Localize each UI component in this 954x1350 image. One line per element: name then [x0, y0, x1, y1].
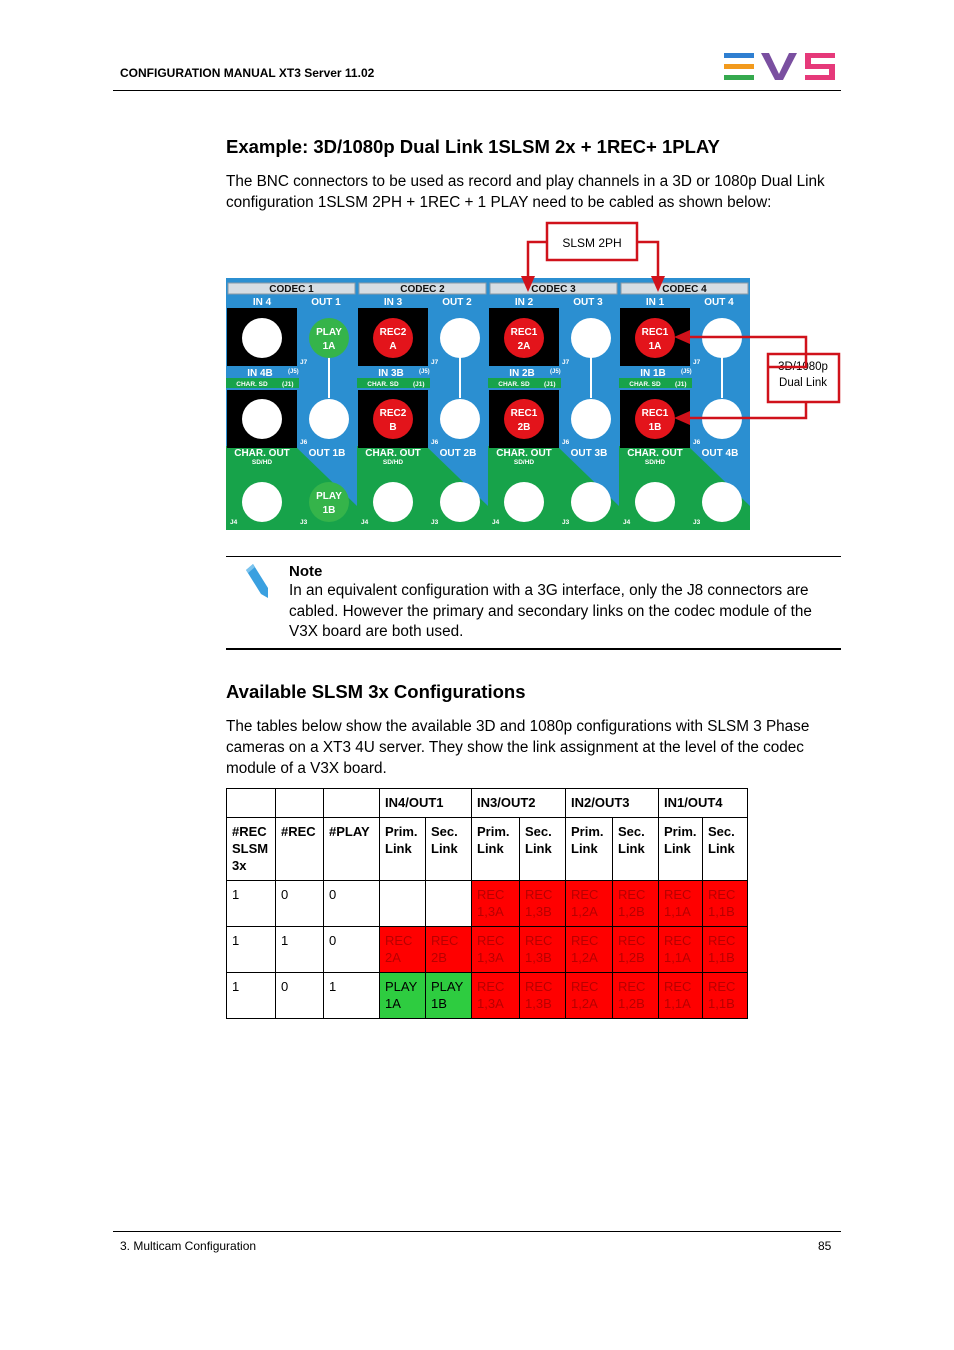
connector-label: REC1	[641, 327, 669, 338]
rec-connector	[635, 399, 675, 439]
bnc-connector	[571, 318, 611, 358]
sdhd-label: SD/HD	[513, 459, 535, 466]
table-cell-link: REC 1,2B	[613, 927, 659, 973]
sdhd-label: SD/HD	[644, 459, 666, 466]
note-top-rule	[226, 556, 841, 557]
input-label: IN 2	[514, 297, 534, 308]
rec-connector	[635, 318, 675, 358]
connector-ref: (J1)	[282, 381, 294, 388]
rec-connector	[504, 399, 544, 439]
note-bottom-rule	[226, 648, 841, 650]
connector-ref: J4	[623, 519, 631, 526]
output-b-label: OUT 4B	[701, 448, 739, 459]
char-out-label: CHAR. OUT	[365, 448, 421, 459]
connector-ref: J6	[431, 439, 439, 446]
table-cell-rec: 0	[276, 881, 324, 927]
char-sd-label: CHAR. SD	[236, 381, 268, 388]
connector-ref: (J5)	[419, 369, 430, 375]
running-header-title: CONFIGURATION MANUAL XT3 Server 11.02	[120, 66, 375, 80]
header-rule	[113, 90, 841, 91]
callout-arrow-line	[528, 242, 547, 278]
table-column-header-row	[227, 818, 748, 881]
table-cell-rec: 1	[276, 927, 324, 973]
connector-ref: J7	[693, 359, 701, 366]
prim-link-header: Prim. Link	[566, 818, 613, 881]
prim-link-header: Prim. Link	[380, 818, 426, 881]
connector-ref: J4	[230, 519, 238, 526]
prim-link-header: Prim. Link	[472, 818, 520, 881]
char-out-label: CHAR. OUT	[496, 448, 552, 459]
char-sd-label: CHAR. SD	[629, 381, 661, 388]
char-sd-label: CHAR. SD	[498, 381, 530, 388]
table-cell-link: REC 1,3A	[472, 973, 520, 1019]
sdhd-label: SD/HD	[251, 459, 273, 466]
table-cell-link: REC 1,1B	[703, 973, 748, 1019]
evs-logo	[724, 52, 836, 82]
codec-name: CODEC 4	[662, 284, 707, 295]
bnc-connector	[440, 482, 480, 522]
table-cell-rec-slsm: 1	[227, 973, 276, 1019]
example-heading: Example: 3D/1080p Dual Link 1SLSM 2x + 1REC+ 1PLAY	[226, 136, 720, 157]
input-b-label: IN 3B	[378, 368, 404, 379]
table-cell-link: REC 1,1A	[659, 881, 703, 927]
connector-label: PLAY	[316, 327, 342, 338]
bnc-connector	[504, 482, 544, 522]
connector-ref: (J5)	[681, 369, 692, 375]
connector-ref: J3	[431, 519, 439, 526]
table-cell-play: 1	[324, 973, 380, 1019]
table-cell-link: REC 1,3A	[472, 927, 520, 973]
input-b-label: IN 1B	[640, 368, 666, 379]
output-label: OUT 4	[704, 297, 734, 308]
connector-label: 1A	[648, 341, 662, 352]
sdhd-label: SD/HD	[382, 459, 404, 466]
codec-name: CODEC 3	[531, 284, 576, 295]
table-cell-play: 0	[324, 927, 380, 973]
group-header: IN2/OUT3	[566, 789, 659, 818]
char-out-label: CHAR. OUT	[234, 448, 290, 459]
connector-label: REC1	[510, 408, 538, 419]
connector-label: A	[389, 341, 397, 352]
group-header: IN4/OUT1	[380, 789, 472, 818]
group-header: IN3/OUT2	[472, 789, 566, 818]
bnc-connector	[635, 482, 675, 522]
play-connector	[309, 482, 349, 522]
slsm-callout-text: SLSM 2PH	[562, 236, 622, 250]
rec-connector	[373, 399, 413, 439]
table-cell-link	[380, 881, 426, 927]
table-row	[227, 927, 748, 973]
table-group-header-row	[227, 789, 748, 818]
connector-ref: J6	[562, 439, 570, 446]
char-out-label: CHAR. OUT	[627, 448, 683, 459]
sec-link-header: Sec. Link	[613, 818, 659, 881]
bnc-connector	[702, 482, 742, 522]
table-cell-rec-slsm: 1	[227, 927, 276, 973]
table-cell-link: REC 1,2B	[613, 973, 659, 1019]
table-row	[227, 973, 748, 1019]
connector-ref: J7	[431, 359, 439, 366]
table-cell-link: REC 1,1B	[703, 927, 748, 973]
connector-label: 1A	[322, 341, 336, 352]
table-cell-link: REC 1,2B	[613, 881, 659, 927]
connector-ref: J6	[300, 439, 308, 446]
input-label: IN 4	[252, 297, 272, 308]
slsm3x-config-table	[226, 788, 748, 1019]
table-cell-rec: 0	[276, 973, 324, 1019]
table-cell-link: REC 1,2A	[566, 927, 613, 973]
connector-label: REC1	[641, 408, 669, 419]
callout-arrow-line	[637, 242, 658, 278]
bnc-connector	[440, 318, 480, 358]
connector-label: REC2	[379, 408, 407, 419]
output-b-label: OUT 3B	[570, 448, 608, 459]
col-play-header: #PLAY	[324, 818, 380, 881]
col-rec-slsm-header: #REC SLSM 3x	[227, 818, 276, 881]
connector-label: PLAY	[316, 491, 342, 502]
rec-connector	[504, 318, 544, 358]
output-b-label: OUT 1B	[308, 448, 346, 459]
input-b-label: IN 2B	[509, 368, 535, 379]
example-paragraph: The BNC connectors to be used as record and play channels in a 3D or 1080p Dual Link configuration 1SLSM 2PH + 1REC + 1 PLAY need to be cabled as shown below:	[226, 173, 825, 211]
output-b-label: OUT 2B	[439, 448, 477, 459]
connector-ref: J3	[693, 519, 701, 526]
connector-label: 1B	[648, 422, 662, 433]
bnc-connector	[571, 399, 611, 439]
codec-name: CODEC 2	[400, 284, 445, 295]
input-label: IN 1	[645, 297, 665, 308]
dual-link-callout-text: Dual Link	[779, 377, 827, 389]
table-cell-play: 0	[324, 881, 380, 927]
connector-ref: J6	[693, 439, 701, 446]
connector-label: 2A	[517, 341, 531, 352]
connector-ref: J7	[562, 359, 570, 366]
table-cell-link: REC 2A	[380, 927, 426, 973]
codec-cabling-diagram	[226, 220, 842, 532]
table-cell-link: REC 1,1A	[659, 973, 703, 1019]
connector-ref: (J1)	[413, 381, 425, 388]
connector-ref: J4	[492, 519, 500, 526]
sec-link-header: Sec. Link	[520, 818, 566, 881]
table-cell-link: PLAY 1A	[380, 973, 426, 1019]
sec-link-header: Sec. Link	[703, 818, 748, 881]
table-cell-link: REC 1,3B	[520, 881, 566, 927]
table-cell-link: REC 1,2A	[566, 881, 613, 927]
connector-ref: (J1)	[544, 381, 556, 388]
table-cell-link: REC 1,1B	[703, 881, 748, 927]
connector-ref: J4	[361, 519, 369, 526]
table-cell-link: REC 1,2A	[566, 973, 613, 1019]
configurations-paragraph: The tables below show the available 3D and 1080p configurations with SLSM 3 Phase cameras on a XT3 4U server. They show the link assignment at the level of the codec module of a V3X board.	[226, 718, 810, 777]
table-cell-link	[426, 881, 472, 927]
connector-ref: (J5)	[288, 369, 299, 375]
bnc-connector	[242, 399, 282, 439]
bnc-connector	[440, 399, 480, 439]
configurations-heading: Available SLSM 3x Configurations	[226, 681, 526, 702]
table-cell-link: REC 1,1A	[659, 927, 703, 973]
connector-ref: (J1)	[675, 381, 687, 388]
prim-link-header: Prim. Link	[659, 818, 703, 881]
connector-ref: J3	[562, 519, 570, 526]
connector-label: REC2	[379, 327, 407, 338]
rec-connector	[373, 318, 413, 358]
bnc-connector	[373, 482, 413, 522]
table-cell-link: PLAY 1B	[426, 973, 472, 1019]
table-cell-link: REC 1,3B	[520, 973, 566, 1019]
connector-label: REC1	[510, 327, 538, 338]
bnc-connector	[242, 318, 282, 358]
page-number: 85	[818, 1239, 832, 1253]
pencil-icon	[244, 562, 270, 600]
connector-ref: (J5)	[550, 369, 561, 375]
note-title: Note	[289, 563, 323, 580]
table-cell-link: REC 1,3A	[472, 881, 520, 927]
table-cell-rec-slsm: 1	[227, 881, 276, 927]
dual-link-callout-text: 3D/1080p	[778, 361, 828, 373]
bnc-connector	[309, 399, 349, 439]
connector-label: 1B	[322, 505, 336, 516]
connector-label: B	[389, 422, 397, 433]
connector-ref: J3	[300, 519, 308, 526]
sec-link-header: Sec. Link	[426, 818, 472, 881]
table-cell-link: REC 1,3B	[520, 927, 566, 973]
table-row	[227, 881, 748, 927]
group-header: IN1/OUT4	[659, 789, 748, 818]
table-cell-link: REC 2B	[426, 927, 472, 973]
col-rec-header: #REC	[276, 818, 324, 881]
connector-ref: J7	[300, 359, 308, 366]
input-b-label: IN 4B	[247, 368, 273, 379]
footer-rule	[113, 1231, 841, 1232]
note-text: In an equivalent configuration with a 3G interface, only the J8 connectors are cabled. However the primary and secondary links on the codec module of the V3X board are both used.	[289, 582, 812, 640]
play-connector	[309, 318, 349, 358]
output-label: OUT 3	[573, 297, 603, 308]
input-label: IN 3	[383, 297, 403, 308]
char-sd-label: CHAR. SD	[367, 381, 399, 388]
output-label: OUT 2	[442, 297, 472, 308]
footer-chapter: 3. Multicam Configuration	[120, 1239, 257, 1253]
codec-name: CODEC 1	[269, 284, 314, 295]
output-label: OUT 1	[311, 297, 341, 308]
connector-label: 2B	[517, 422, 531, 433]
bnc-connector	[242, 482, 282, 522]
bnc-connector	[571, 482, 611, 522]
